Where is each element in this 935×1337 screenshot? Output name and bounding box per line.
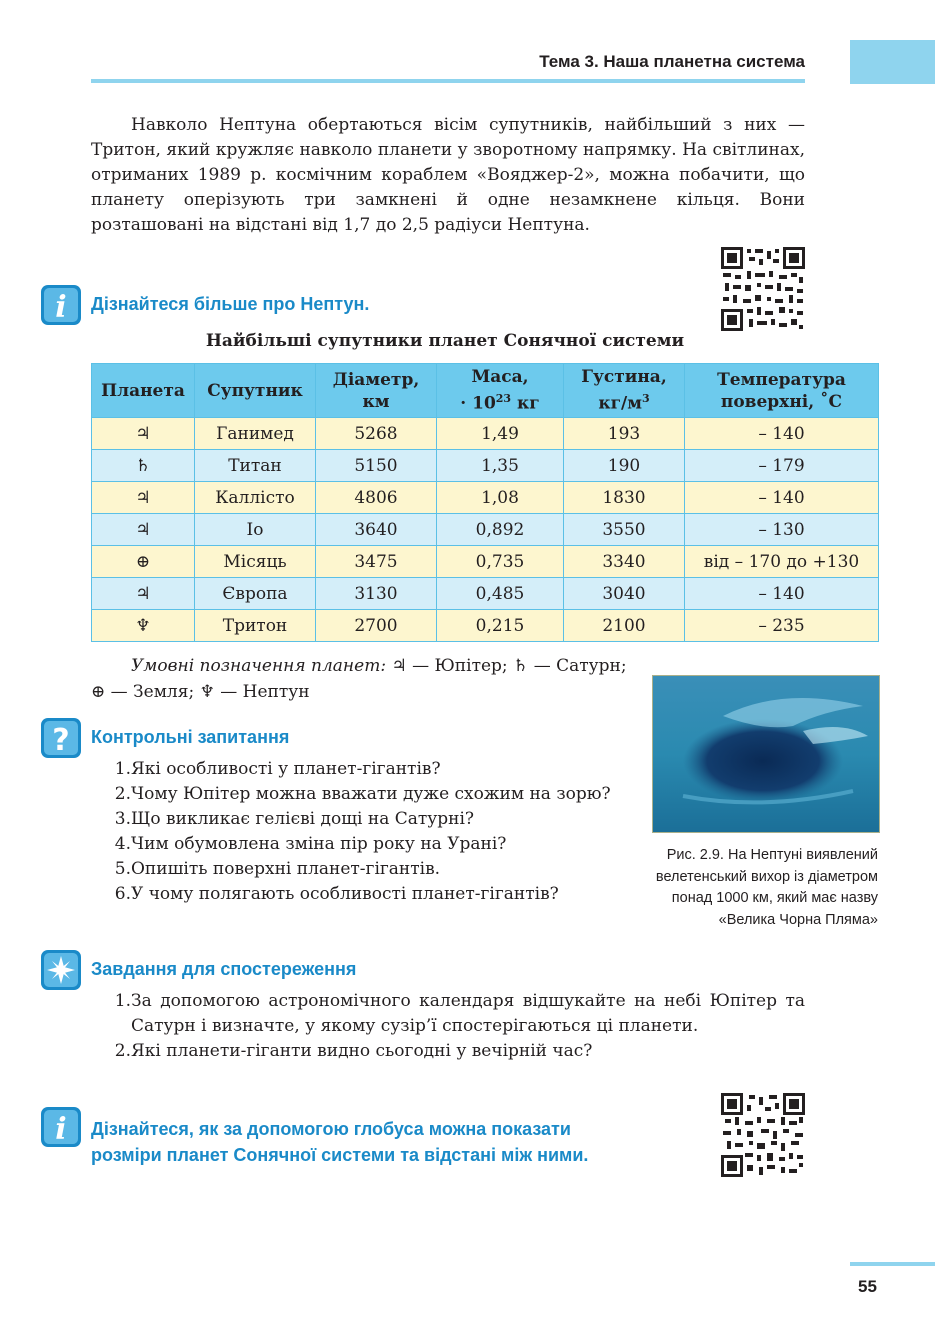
list-item: 6. У чому полягають особливості планет-гігантів? (114, 884, 559, 904)
list-item: 1. Які особливості у планет-гігантів? (114, 759, 441, 779)
learn-more-link-neptune[interactable]: Дізнайтеся більше про Нептун. (91, 294, 370, 314)
table-row (92, 418, 879, 450)
list-item: 5. Опишіть поверхні планет-гігантів. (114, 859, 441, 879)
cell-satellite: Тритон (195, 610, 316, 642)
legend-label: Умовні позначення планет: (131, 656, 387, 676)
list-item: 2. Які планети-гіганти видно сьогодні у вечірній час? (114, 1041, 593, 1061)
col-header-mass: Маса, · $10^{23}$ кг (437, 364, 564, 418)
cell-diameter: 4806 (316, 482, 437, 514)
cell-satellite: Європа (195, 578, 316, 610)
cell-density: 3040 (564, 578, 685, 610)
list-item: 4. Чим обумовлена зміна пір року на Урані? (114, 834, 507, 854)
table-row (92, 482, 879, 514)
satellites-table (91, 363, 879, 642)
table-row (92, 450, 879, 482)
learn-more-link-globe[interactable]: Дізнайтеся, як за допомогою глобуса можна показати розміри планет Сонячної системи та відстані між ними. (91, 1119, 589, 1165)
cell-mass: 1,35 (437, 450, 564, 482)
cell-planet-symbol: ⊕ (92, 546, 195, 578)
tasks-list (91, 989, 805, 1064)
cell-mass: 0,735 (437, 546, 564, 578)
cell-satellite: Каллісто (195, 482, 316, 514)
cell-satellite: Іо (195, 514, 316, 546)
svg-text:i: i (55, 290, 67, 325)
list-item: 3. Що викликає гелієві дощі на Сатурні? (114, 809, 475, 829)
table-row (92, 578, 879, 610)
cell-temperature: – 140 (685, 578, 879, 610)
table-row (92, 610, 879, 642)
tasks-title: Завдання для спостереження (91, 959, 357, 979)
table-caption: Найбільші супутники планет Сонячної системи (205, 331, 685, 351)
cell-planet-symbol: ♃ (92, 514, 195, 546)
cell-temperature: – 140 (685, 418, 879, 450)
questions-list (91, 757, 630, 907)
cell-satellite: Ганимед (195, 418, 316, 450)
table-row (92, 546, 879, 578)
cell-temperature: від – 170 до +130 (685, 546, 879, 578)
earth-symbol: ⊕ (91, 682, 106, 702)
col-header-satellite: Супутник (195, 364, 316, 418)
cell-planet-symbol: ♃ (92, 578, 195, 610)
neptune-symbol: ♆ (199, 682, 215, 702)
cell-density: 1830 (564, 482, 685, 514)
info-icon (40, 1106, 82, 1148)
cell-mass: 0,892 (437, 514, 564, 546)
jupiter-symbol: ♃ (391, 656, 407, 676)
cell-diameter: 5268 (316, 418, 437, 450)
cell-mass: 0,485 (437, 578, 564, 610)
cell-planet-symbol: ♆ (92, 610, 195, 642)
info-icon (40, 284, 82, 326)
cell-temperature: – 140 (685, 482, 879, 514)
qr-code-icon[interactable] (721, 1093, 805, 1177)
cell-density: 2100 (564, 610, 685, 642)
list-item: 2. Чому Юпітер можна вважати дуже схожим на зорю? (114, 784, 611, 804)
header-rule (91, 79, 805, 83)
cell-diameter: 2700 (316, 610, 437, 642)
cell-diameter: 3640 (316, 514, 437, 546)
cell-planet-symbol: ♃ (92, 418, 195, 450)
cell-density: 193 (564, 418, 685, 450)
saturn-symbol: ♄ (513, 656, 529, 676)
cell-planet-symbol: ♃ (92, 482, 195, 514)
intro-paragraph: Навколо Нептуна обертаються вісім супутників, найбільший з них — Тритон, який кружляє навколо планети у зворотному напрямку. На світлинах, отриманих 1989 р. космічним кораблем «Вояджер-2», можна побачити, що планету оперізують три замкнені й одне незамкнене кільця. Вони розташовані на відстані від 1,7 до 2,5 радіуси Нептуна. (91, 115, 805, 235)
figure-caption: Рис. 2.9. На Нептуні виявлений велетенський вихор із діаметром понад 1000 км, який має назву «Велика Чорна Пляма» (655, 847, 878, 928)
svg-text:i: i (55, 1112, 67, 1147)
col-header-density: Густина, $кг/м^3$ (564, 364, 685, 418)
qr-code-icon[interactable] (721, 247, 805, 331)
cell-mass: 1,08 (437, 482, 564, 514)
svg-text:?: ? (52, 723, 70, 758)
cell-planet-symbol: ♄ (92, 450, 195, 482)
cell-density: 3340 (564, 546, 685, 578)
cell-diameter: 5150 (316, 450, 437, 482)
col-header-planet: Планета (92, 364, 195, 418)
header-tab-block (850, 40, 935, 84)
running-header: Тема 3. Наша планетна система (539, 52, 805, 71)
cell-diameter: 3475 (316, 546, 437, 578)
table-row (92, 514, 879, 546)
page-number: 55 (858, 1277, 877, 1296)
cell-density: 190 (564, 450, 685, 482)
col-header-diameter: Діаметр, км (316, 364, 437, 418)
cell-satellite: Титан (195, 450, 316, 482)
cell-density: 3550 (564, 514, 685, 546)
cell-diameter: 3130 (316, 578, 437, 610)
cell-satellite: Місяць (195, 546, 316, 578)
star-icon (40, 949, 82, 991)
cell-temperature: – 130 (685, 514, 879, 546)
cell-mass: 0,215 (437, 610, 564, 642)
planet-symbol-legend: Умовні позначення планет: ♃ — Юпітер; ♄ — Сатурн; ⊕ — Земля; ♆ — Нептун (91, 656, 627, 702)
question-icon (40, 717, 82, 759)
col-header-temperature: Температура поверхні, ˚С (685, 364, 879, 418)
cell-temperature: – 235 (685, 610, 879, 642)
list-item: 1. За допомогою астрономічного календаря відшукайте на небі Юпітер та Сатурн і визначте, у якому сузір’ї спостерігаються ці планети. (114, 991, 805, 1036)
questions-title: Контрольні запитання (91, 727, 290, 747)
cell-temperature: – 179 (685, 450, 879, 482)
cell-mass: 1,49 (437, 418, 564, 450)
footer-rule (850, 1262, 935, 1266)
neptune-great-dark-spot-photo (652, 675, 880, 833)
